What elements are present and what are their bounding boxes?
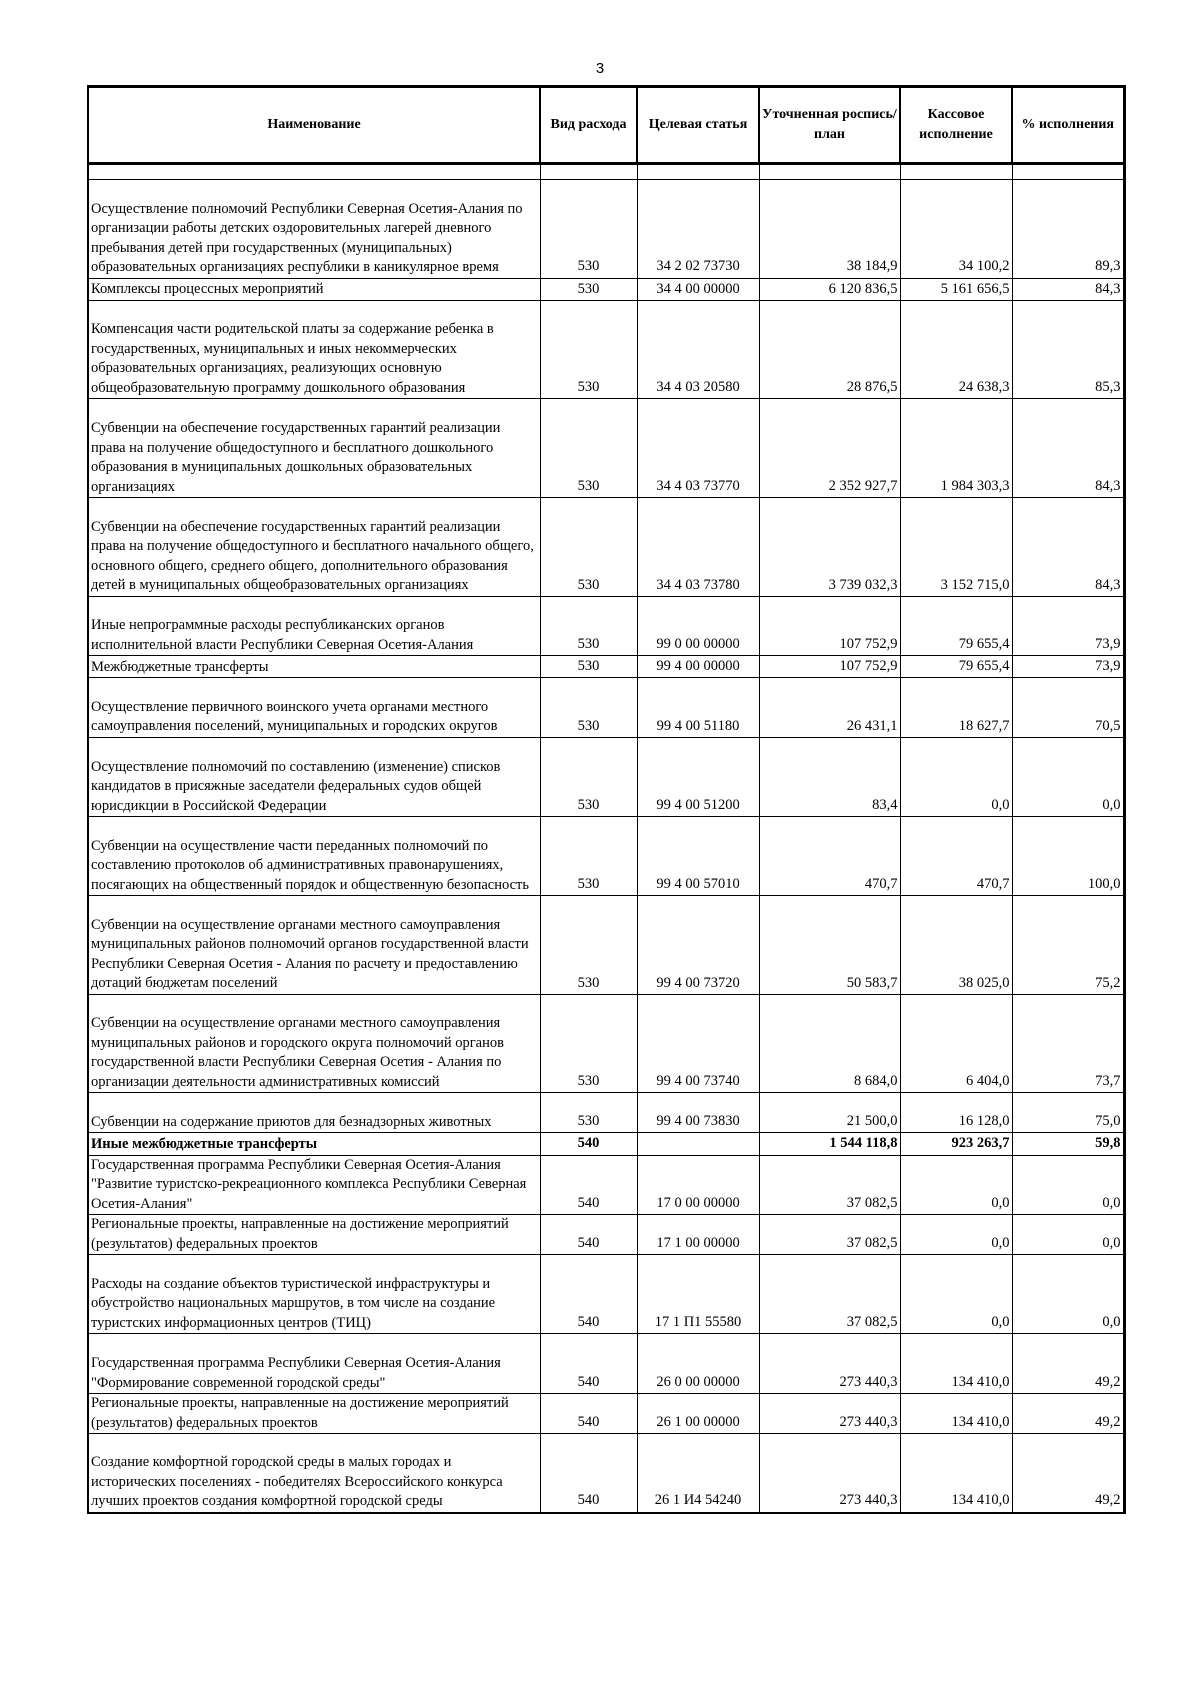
spacer-cell	[900, 164, 1012, 180]
cell-name: Иные непрограммные расходы республиканских органов исполнительной власти Республики Северная Осетия-Алания	[88, 596, 540, 656]
cell-celevaya: 99 4 00 51200	[637, 737, 759, 817]
cell-celevaya: 99 0 00 00000	[637, 596, 759, 656]
cell-plan: 37 082,5	[759, 1155, 900, 1215]
cell-celevaya: 34 4 00 00000	[637, 278, 759, 300]
cell-name: Осуществление полномочий по составлению (изменение) списков кандидатов в присяжные заседатели федеральных судов общей юрисдикции в Российской Федерации	[88, 737, 540, 817]
header-name: Наименование	[88, 87, 540, 164]
cell-celevaya: 17 1 00 00000	[637, 1215, 759, 1255]
table-row	[88, 596, 1124, 656]
cell-plan: 1 544 118,8	[759, 1133, 900, 1155]
cell-percent: 84,3	[1012, 399, 1124, 498]
cell-celevaya: 34 4 03 73780	[637, 498, 759, 597]
table-row	[88, 498, 1124, 597]
cell-vid: 530	[540, 817, 637, 896]
cell-percent: 89,3	[1012, 180, 1124, 279]
spacer-cell	[1012, 164, 1124, 180]
cell-percent: 75,2	[1012, 896, 1124, 995]
cell-plan: 3 739 032,3	[759, 498, 900, 597]
cell-celevaya: 99 4 00 73740	[637, 994, 759, 1093]
cell-celevaya: 99 4 00 00000	[637, 656, 759, 678]
cell-kassa: 79 655,4	[900, 656, 1012, 678]
cell-plan: 6 120 836,5	[759, 278, 900, 300]
table-row	[88, 399, 1124, 498]
table-row	[88, 1434, 1124, 1513]
cell-vid: 530	[540, 678, 637, 738]
cell-kassa: 1 984 303,3	[900, 399, 1012, 498]
table-row	[88, 300, 1124, 399]
cell-vid: 540	[540, 1434, 637, 1513]
cell-plan: 38 184,9	[759, 180, 900, 279]
spacer-cell	[88, 164, 540, 180]
cell-vid: 540	[540, 1215, 637, 1255]
cell-kassa: 134 410,0	[900, 1434, 1012, 1513]
cell-plan: 21 500,0	[759, 1093, 900, 1133]
cell-kassa: 134 410,0	[900, 1394, 1012, 1434]
cell-celevaya: 34 2 02 73730	[637, 180, 759, 279]
cell-plan: 273 440,3	[759, 1334, 900, 1394]
cell-celevaya: 99 4 00 57010	[637, 817, 759, 896]
cell-plan: 107 752,9	[759, 656, 900, 678]
cell-name: Расходы на создание объектов туристической инфраструктуры и обустройство национальных маршрутов, в том числе на создание туристских информационных центров (ТИЦ)	[88, 1255, 540, 1334]
cell-percent: 0,0	[1012, 737, 1124, 817]
cell-percent: 75,0	[1012, 1093, 1124, 1133]
cell-name: Субвенции на осуществление органами местного самоуправления муниципальных районов и городского округа полномочий органов государственной власти Республики Северная Осетия - Алания по организации деятельности административных комиссий	[88, 994, 540, 1093]
cell-vid: 540	[540, 1394, 637, 1434]
cell-vid: 540	[540, 1334, 637, 1394]
table-row	[88, 1155, 1124, 1215]
cell-vid: 530	[540, 994, 637, 1093]
cell-celevaya: 17 0 00 00000	[637, 1155, 759, 1215]
cell-name: Государственная программа Республики Северная Осетия-Алания "Формирование современной городской среды"	[88, 1334, 540, 1394]
cell-plan: 50 583,7	[759, 896, 900, 995]
header-plan: Уточненная роспись/план	[759, 87, 900, 164]
cell-percent: 49,2	[1012, 1434, 1124, 1513]
page-number: 3	[595, 60, 605, 77]
table-row	[88, 896, 1124, 995]
cell-kassa: 79 655,4	[900, 596, 1012, 656]
cell-vid: 530	[540, 399, 637, 498]
cell-name: Субвенции на осуществление органами местного самоуправления муниципальных районов полномочий органов государственной власти Республики Северная Осетия - Алания по расчету и предоставлению дотаций бюджетам поселений	[88, 896, 540, 995]
spacer-cell	[540, 164, 637, 180]
cell-name: Создание комфортной городской среды в малых городах и исторических поселениях - победителях Всероссийского конкурса лучших проектов создания комфортной городской среды	[88, 1434, 540, 1513]
cell-name: Осуществление первичного воинского учета органами местного самоуправления поселений, муниципальных и городских округов	[88, 678, 540, 738]
cell-plan: 2 352 927,7	[759, 399, 900, 498]
cell-name: Региональные проекты, направленные на достижение мероприятий (результатов) федеральных проектов	[88, 1394, 540, 1434]
cell-vid: 540	[540, 1155, 637, 1215]
cell-kassa: 923 263,7	[900, 1133, 1012, 1155]
table-row	[88, 678, 1124, 738]
cell-plan: 83,4	[759, 737, 900, 817]
expenditure-table	[87, 85, 1126, 1514]
cell-kassa: 18 627,7	[900, 678, 1012, 738]
cell-vid: 540	[540, 1255, 637, 1334]
cell-celevaya: 26 1 00 00000	[637, 1394, 759, 1434]
cell-plan: 8 684,0	[759, 994, 900, 1093]
table-row	[88, 278, 1124, 300]
table-row	[88, 656, 1124, 678]
table-row	[88, 817, 1124, 896]
cell-name: Субвенции на обеспечение государственных гарантий реализации права на получение общедоступного и бесплатного дошкольного образования в муниципальных дошкольных образовательных организациях	[88, 399, 540, 498]
cell-vid: 530	[540, 656, 637, 678]
cell-plan: 107 752,9	[759, 596, 900, 656]
table-spacer-row	[88, 164, 1124, 180]
cell-celevaya: 26 1 И4 54240	[637, 1434, 759, 1513]
table-row	[88, 737, 1124, 817]
cell-percent: 0,0	[1012, 1255, 1124, 1334]
cell-percent: 100,0	[1012, 817, 1124, 896]
cell-plan: 37 082,5	[759, 1215, 900, 1255]
cell-percent: 49,2	[1012, 1394, 1124, 1434]
cell-celevaya: 34 4 03 20580	[637, 300, 759, 399]
cell-vid: 530	[540, 596, 637, 656]
table-body	[88, 164, 1124, 1513]
cell-percent: 85,3	[1012, 300, 1124, 399]
cell-name: Субвенции на содержание приютов для безнадзорных животных	[88, 1093, 540, 1133]
table-row	[88, 1215, 1124, 1255]
cell-kassa: 0,0	[900, 1155, 1012, 1215]
table-row	[88, 994, 1124, 1093]
cell-name: Региональные проекты, направленные на достижение мероприятий (результатов) федеральных проектов	[88, 1215, 540, 1255]
cell-celevaya: 99 4 00 73720	[637, 896, 759, 995]
header-percent: % исполнения	[1012, 87, 1124, 164]
cell-kassa: 0,0	[900, 1215, 1012, 1255]
cell-plan: 26 431,1	[759, 678, 900, 738]
cell-celevaya: 99 4 00 51180	[637, 678, 759, 738]
cell-kassa: 470,7	[900, 817, 1012, 896]
cell-kassa: 24 638,3	[900, 300, 1012, 399]
cell-vid: 530	[540, 737, 637, 817]
cell-percent: 59,8	[1012, 1133, 1124, 1155]
cell-name: Осуществление полномочий Республики Северная Осетия-Алания по организации работы детских оздоровительных лагерей дневного пребывания детей при государственных (муниципальных) образовательных организациях республики в каникулярное время	[88, 180, 540, 279]
table-row	[88, 1133, 1124, 1155]
cell-celevaya: 26 0 00 00000	[637, 1334, 759, 1394]
cell-celevaya: 34 4 03 73770	[637, 399, 759, 498]
cell-percent: 73,9	[1012, 656, 1124, 678]
table-header-row	[88, 87, 1124, 164]
table-row	[88, 1394, 1124, 1434]
cell-percent: 49,2	[1012, 1334, 1124, 1394]
cell-percent: 84,3	[1012, 278, 1124, 300]
table-row	[88, 180, 1124, 279]
cell-vid: 530	[540, 300, 637, 399]
cell-vid: 530	[540, 278, 637, 300]
cell-name: Субвенции на осуществление части переданных полномочий по составлению протоколов об административных правонарушениях, посягающих на общественный порядок и общественную безопасность	[88, 817, 540, 896]
cell-plan: 273 440,3	[759, 1394, 900, 1434]
cell-vid: 540	[540, 1133, 637, 1155]
cell-name: Компенсация части родительской платы за содержание ребенка в государственных, муниципальных и иных некоммерческих образовательных организациях, реализующих основную общеобразовательную программу дошкольного образования	[88, 300, 540, 399]
cell-name: Иные межбюджетные трансферты	[88, 1133, 540, 1155]
cell-kassa: 5 161 656,5	[900, 278, 1012, 300]
cell-percent: 70,5	[1012, 678, 1124, 738]
cell-vid: 530	[540, 498, 637, 597]
cell-percent: 0,0	[1012, 1155, 1124, 1215]
header-kassa: Кассовое исполнение	[900, 87, 1012, 164]
cell-name: Государственная программа Республики Северная Осетия-Алания "Развитие туристско-рекреационного комплекса Республики Северная Осетия-Алания"	[88, 1155, 540, 1215]
cell-kassa: 0,0	[900, 737, 1012, 817]
cell-plan: 470,7	[759, 817, 900, 896]
header-celevaya: Целевая статья	[637, 87, 759, 164]
table-row	[88, 1093, 1124, 1133]
cell-celevaya: 17 1 П1 55580	[637, 1255, 759, 1334]
table-row	[88, 1255, 1124, 1334]
cell-plan: 37 082,5	[759, 1255, 900, 1334]
cell-percent: 73,9	[1012, 596, 1124, 656]
cell-plan: 273 440,3	[759, 1434, 900, 1513]
cell-kassa: 3 152 715,0	[900, 498, 1012, 597]
cell-kassa: 134 410,0	[900, 1334, 1012, 1394]
spacer-cell	[637, 164, 759, 180]
cell-vid: 530	[540, 1093, 637, 1133]
header-vid: Вид расхода	[540, 87, 637, 164]
cell-vid: 530	[540, 180, 637, 279]
cell-kassa: 34 100,2	[900, 180, 1012, 279]
cell-percent: 0,0	[1012, 1215, 1124, 1255]
table-row	[88, 1334, 1124, 1394]
cell-percent: 73,7	[1012, 994, 1124, 1093]
cell-plan: 28 876,5	[759, 300, 900, 399]
cell-kassa: 16 128,0	[900, 1093, 1012, 1133]
cell-kassa: 6 404,0	[900, 994, 1012, 1093]
cell-name: Комплексы процессных мероприятий	[88, 278, 540, 300]
cell-vid: 530	[540, 896, 637, 995]
cell-name: Субвенции на обеспечение государственных гарантий реализации права на получение общедоступного и бесплатного начального общего, основного общего, среднего общего, дополнительного образования детей в муниципальных общеобразовательных организациях	[88, 498, 540, 597]
spacer-cell	[759, 164, 900, 180]
cell-kassa: 0,0	[900, 1255, 1012, 1334]
cell-name: Межбюджетные трансферты	[88, 656, 540, 678]
cell-celevaya: 99 4 00 73830	[637, 1093, 759, 1133]
cell-percent: 84,3	[1012, 498, 1124, 597]
cell-celevaya	[637, 1133, 759, 1155]
cell-kassa: 38 025,0	[900, 896, 1012, 995]
